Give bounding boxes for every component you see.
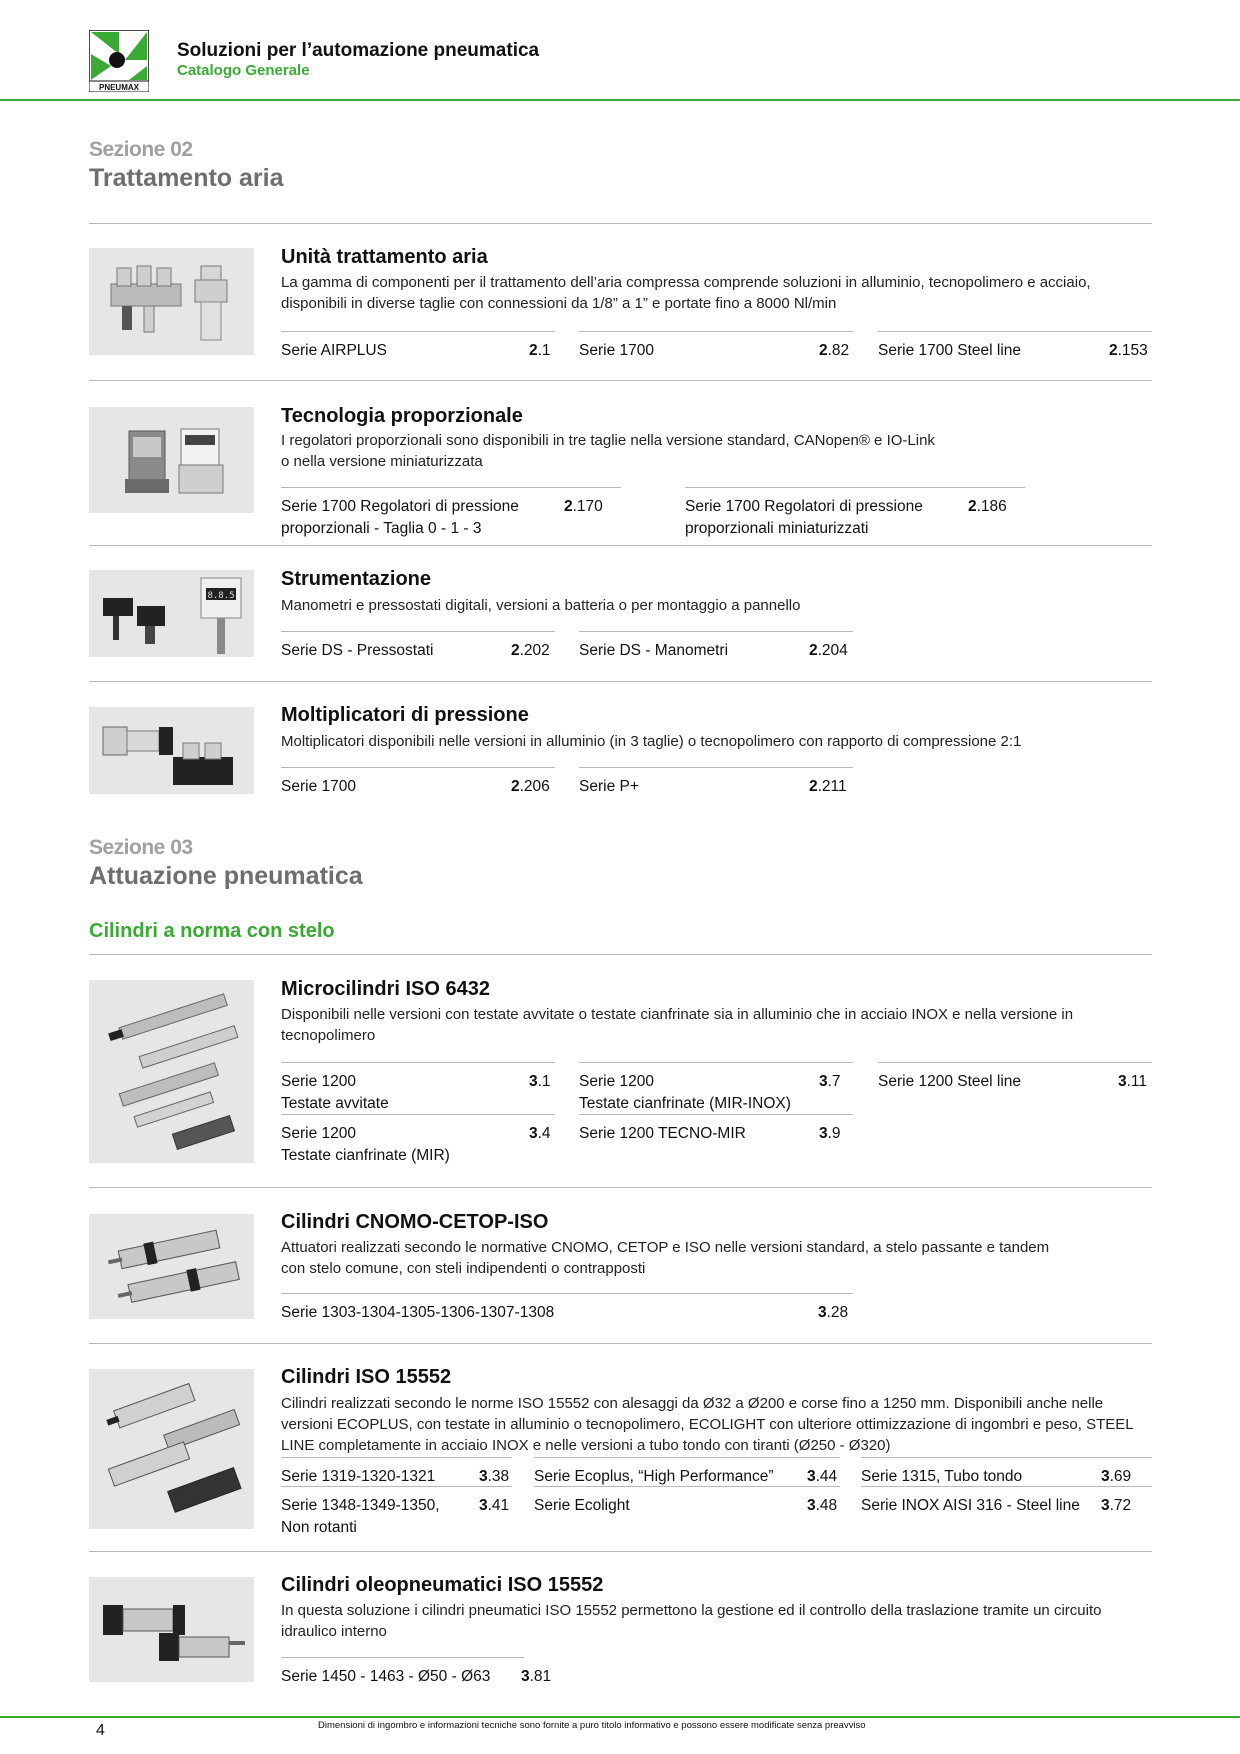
page-reference: 3.69 [1101,1468,1132,1485]
series-name: Serie 1700 Regolatori di pressione proporzionali - Taglia 0 - 1 - 3 [281,498,519,537]
product-image-pressure-booster [89,707,254,794]
header-divider [0,99,1240,101]
product-description: Manometri e pressostati digitali, versioni a batteria o per montaggio a pannello [281,597,801,614]
product-title: Microcilindri ISO 6432 [281,978,490,1000]
series-name: Serie 1303-1304-1305-1306-1307-1308 [281,1304,555,1321]
product-description: La gamma di componenti per il trattamento dell’aria compressa comprende soluzioni in alluminio, tecnopolimero e acciaio, disponibili in diverse taglie con connessioni da 1/8” a 1” e portate fino a 8000 Nl/min [281,274,1091,312]
header-title: Soluzioni per l’automazione pneumatica [177,40,540,61]
series-name: Serie 1348-1349-1350, Non rotanti [281,1497,440,1536]
page-reference: 3.4 [529,1125,551,1142]
series-name: Serie DS - Pressostati [281,642,434,659]
page-reference: 3.7 [819,1073,841,1090]
divider [89,1551,1152,1552]
product-image-hydropneumatic-cylinders [89,1577,254,1682]
divider [89,380,1152,381]
svg-text:8.8.5: 8.8.5 [207,591,235,601]
series-name: Serie 1200 Testate cianfrinate (MIR-INOX) [579,1073,791,1112]
series-name: Serie Ecoplus, “High Performance” [534,1468,774,1485]
page-reference: 2.204 [809,642,848,659]
divider [89,954,1152,955]
product-title: Moltiplicatori di pressione [281,704,529,726]
series-name: Serie 1200 Testate avvitate [281,1073,389,1112]
page-reference: 2.206 [511,778,550,795]
divider [89,545,1152,546]
product-image-instrumentation [89,570,254,657]
series-name: Serie 1200 Steel line [878,1073,1022,1090]
divider [89,1343,1152,1344]
product-image-proportional [89,407,254,513]
product-description: In questa soluzione i cilindri pneumatici ISO 15552 permettono la gestione ed il controllo della traslazione tramite un circuito idraulico interno [281,1602,1102,1640]
page-reference: 2.211 [809,778,847,795]
product-image-cnomo-cylinders [89,1214,254,1319]
series-name: Serie AIRPLUS [281,342,387,359]
page-reference: 2.170 [564,498,603,515]
section-subheading: Cilindri a norma con stelo [89,920,335,942]
page-reference: 3.44 [807,1468,838,1485]
product-title: Tecnologia proporzionale [281,405,523,427]
series-name: Serie 1319-1320-1321 [281,1468,436,1485]
page-reference: 2.82 [819,342,850,359]
product-title: Cilindri CNOMO-CETOP-ISO [281,1211,549,1233]
page-reference: 3.81 [521,1668,552,1685]
product-image-air-treatment [89,248,254,355]
divider [89,223,1152,224]
page-header [0,0,1240,102]
product-image-iso15552-cylinders [89,1369,254,1529]
series-name: Serie P+ [579,778,639,795]
product-title: Unità trattamento aria [281,246,488,268]
section-title: Trattamento aria [89,164,284,192]
series-name: Serie DS - Manometri [579,642,729,659]
page-reference: 2.202 [511,642,550,659]
series-name: Serie 1700 [281,778,356,795]
page-reference: 3.28 [818,1304,849,1321]
product-image-microcylinders [89,980,254,1163]
divider [89,681,1152,682]
footer-disclaimer: Dimensioni di ingombro e informazioni tecniche sono fornite a puro titolo informativo e possono essere modificate senza preavviso [318,1720,866,1731]
page-reference: 3.72 [1101,1497,1132,1514]
section-label: Sezione 02 [89,138,193,161]
page-reference: 3.9 [819,1125,841,1142]
product-description: Cilindri realizzati secondo le norme ISO 15552 con alesaggi da Ø32 a Ø200 e corse fino a 1250 mm. Disponibili anche nelle versioni ECOPLUS, con testate in alluminio o tecnopolimero, ECOLIGHT con ulteriore ottimizzazione di ingombri e peso, STEEL LINE completamente in acciaio INOX e nelle versioni a tubo tondo con tiranti (Ø250 - Ø320) [281,1395,1134,1454]
series-name: Serie INOX AISI 316 - Steel line [861,1497,1080,1514]
divider [89,1187,1152,1188]
product-description: Attuatori realizzati secondo le normative CNOMO, CETOP e ISO nelle versioni standard, a stelo passante e tandem con stelo comune, con steli indipendenti o contrapposti [281,1239,1050,1277]
page-reference: 2.153 [1109,342,1148,359]
section-title: Attuazione pneumatica [89,862,363,890]
page-reference: 2.186 [968,498,1007,515]
series-name: Serie 1315, Tubo tondo [861,1468,1023,1485]
series-name: Serie 1450 - 1463 - Ø50 - Ø63 [281,1668,491,1685]
section-label: Sezione 03 [89,836,193,859]
product-title: Strumentazione [281,568,432,590]
pneumax-logo [89,30,149,92]
series-name: Serie 1200 TECNO-MIR [579,1125,746,1142]
series-name: Serie 1700 [579,342,654,359]
series-name: Serie Ecolight [534,1497,630,1514]
footer-divider [0,1716,1240,1718]
series-name: Serie 1200 Testate cianfrinate (MIR) [281,1125,450,1164]
series-name: Serie 1700 Regolatori di pressione proporzionali miniaturizzati [685,498,923,537]
product-description: Moltiplicatori disponibili nelle versioni in alluminio (in 3 taglie) o tecnopolimero con rapporto di compressione 2:1 [281,733,1022,750]
series-name: Serie 1700 Steel line [878,342,1022,359]
product-description: Disponibili nelle versioni con testate avvitate o testate cianfrinate sia in alluminio che in acciaio INOX e nella versione in tecnopolimero [281,1006,1074,1044]
page-reference: 3.11 [1118,1073,1148,1090]
page-reference: 3.41 [479,1497,510,1514]
header-subtitle: Catalogo Generale [177,62,310,79]
logo-wordmark: PNEUMAX [98,83,140,92]
page-number: 4 [96,1722,105,1739]
product-title: Cilindri ISO 15552 [281,1366,452,1388]
product-description: I regolatori proporzionali sono disponibili in tre taglie nella versione standard, CANopen® e IO-Link o nella versione miniaturizzata [281,432,935,470]
page-reference: 3.1 [529,1073,551,1090]
page-reference: 2.1 [529,342,551,359]
page-reference: 3.38 [479,1468,510,1485]
page-reference: 3.48 [807,1497,838,1514]
product-title: Cilindri oleopneumatici ISO 15552 [281,1574,604,1596]
